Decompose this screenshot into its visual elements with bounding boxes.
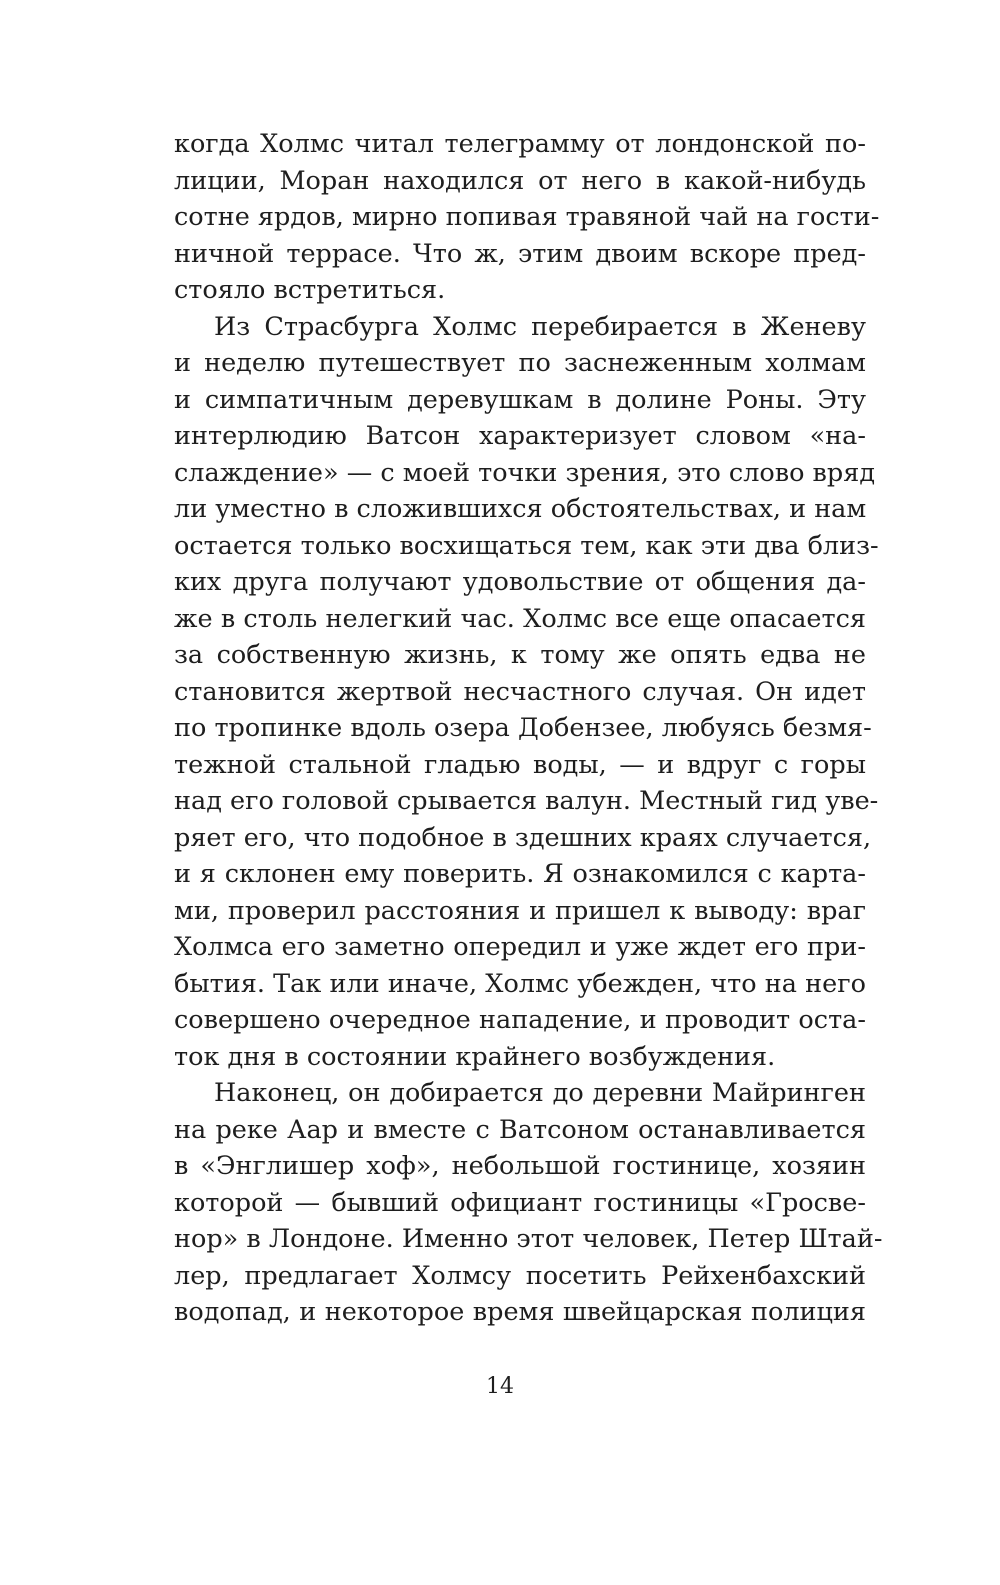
text-line: ких друга получают удовольствие от общения да-: [174, 567, 866, 597]
text-line: в «Энглишер хоф», небольшой гостинице, хозяин: [174, 1151, 866, 1181]
text-line: над его головой срывается валун. Местный гид уве-: [174, 786, 879, 816]
text-line: Наконец, он добирается до деревни Майринген: [214, 1078, 866, 1108]
text-line: Из Страсбурга Холмс перебирается в Женеву: [214, 311, 866, 342]
text-line: слаждение» — с моей точки зрения, это слово вряд: [174, 457, 876, 488]
text-line: остается только восхищаться тем, как эти два близ-: [174, 530, 879, 561]
text-line: по тропинке вдоль озера Добензее, любуясь безмя-: [174, 713, 872, 743]
text-line: и я склонен ему поверить. Я ознакомился с карта-: [174, 859, 866, 889]
text-line: интерлюдию Ватсон характеризует словом «на-: [174, 421, 866, 451]
text-line: и симпатичным деревушкам в долине Роны. Эту: [174, 384, 866, 415]
text-line: нор» в Лондоне. Именно этот человек, Петер Штай-: [174, 1224, 883, 1254]
text-line: ряет его, что подобное в здешних краях случается,: [174, 822, 872, 853]
text-line: лиции, Моран находился от него в какой-нибудь: [174, 165, 866, 196]
text-line: совершено очередное нападение, и проводит оста-: [174, 1005, 866, 1035]
text-line: ми, проверил расстояния и пришел к выводу: враг: [174, 895, 866, 926]
text-line: ток дня в состоянии крайнего возбуждения.: [174, 1041, 776, 1072]
text-line: стояло встретиться.: [174, 275, 446, 305]
text-line: лер, предлагает Холмсу посетить Рейхенбахский: [174, 1260, 866, 1291]
text-line: и неделю путешествует по заснеженным холмам: [174, 348, 866, 378]
text-line: бытия. Так или иначе, Холмс убежден, что на него: [174, 968, 866, 999]
text-line: Холмса его заметно опередил и уже ждет его при-: [174, 932, 866, 962]
text-line: когда Холмс читал телеграмму от лондонской по-: [174, 129, 866, 159]
page-number: 14: [486, 1374, 514, 1399]
text-line: за собственную жизнь, к тому же опять едва не: [174, 640, 866, 670]
text-line: водопад, и некоторое время швейцарская полиция: [174, 1297, 866, 1327]
text-line: же в столь нелегкий час. Холмс все еще опасается: [174, 603, 866, 634]
text-line: на реке Аар и вместе с Ватсоном останавливается: [174, 1114, 866, 1145]
text-line: ли уместно в сложившихся обстоятельствах, и нам: [174, 494, 867, 524]
body-text: [174, 126, 883, 1331]
text-line: ничной террасе. Что ж, этим двоим вскоре пред-: [174, 238, 866, 269]
text-line: становится жертвой несчастного случая. Он идет: [174, 676, 866, 707]
text-line: тежной стальной гладью воды, — и вдруг с горы: [174, 749, 866, 780]
text-line: которой — бывший официант гостиницы «Гросве-: [174, 1187, 866, 1218]
text-line: сотне ярдов, мирно попивая травяной чай на гости-: [174, 202, 880, 232]
